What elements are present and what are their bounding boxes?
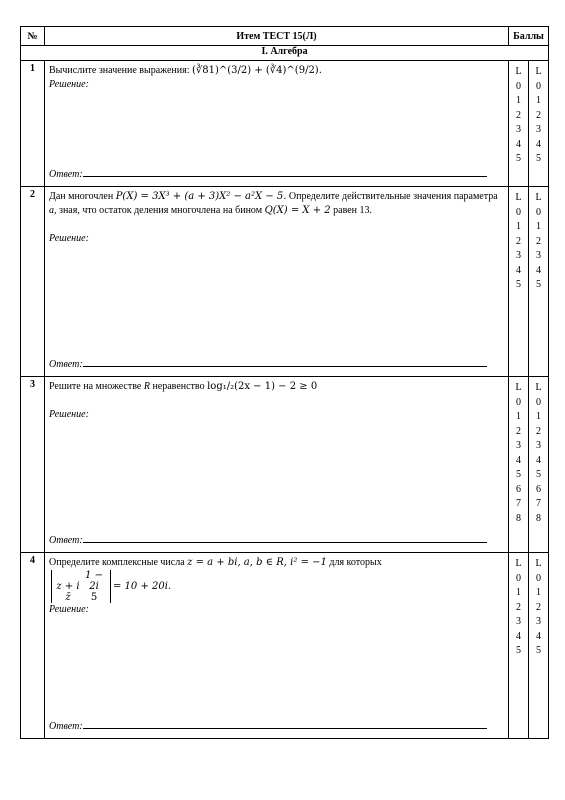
solution-label: Решение: (49, 79, 89, 90)
task-text: Дан многочлен (49, 191, 114, 202)
answer-line[interactable]: Ответ: (49, 720, 487, 734)
item-row-1 (21, 61, 549, 187)
item-num: 1 (21, 61, 45, 187)
score-column-2: L 0 1 2 3 4 5 (529, 553, 549, 739)
determinant-rhs: = 10 + 20i. (113, 580, 172, 592)
item-row-3 (21, 377, 549, 553)
score-column-2: L 0 1 2 3 4 5 6 7 8 (529, 377, 549, 553)
solution-label: Решение: (49, 233, 89, 244)
section-row (21, 46, 549, 61)
item-num: 4 (21, 553, 45, 739)
test-table (20, 26, 549, 739)
determinant: z + i1 − 2i z̄ 5 (51, 570, 111, 603)
task-text: Определите комплексные числа (49, 557, 185, 568)
score-column-2: L 0 1 2 3 4 5 (529, 187, 549, 377)
answer-line[interactable]: Ответ: (49, 358, 487, 372)
item-row-2 (21, 187, 549, 377)
score-column-1: L 0 1 2 3 4 5 6 7 8 (509, 377, 529, 553)
section-title: I. Алгебра (21, 46, 549, 61)
item-row-4 (21, 553, 549, 739)
header-num: № (21, 27, 45, 46)
item-body: Определите комплексные числа z = a + bi, a, b ∈ R, i² = −1 для которых z + i1 − 2i z̄ 5= 10 + 20i. Решение: Ответ: (45, 553, 509, 739)
score-column-1: L 0 1 2 3 4 5 (509, 187, 529, 377)
task-expression: z = a + bi, a, b ∈ R, i² = −1 (187, 557, 327, 568)
score-column-2: L 0 1 2 3 4 5 (529, 61, 549, 187)
score-column-1: L 0 1 2 3 4 5 (509, 61, 529, 187)
item-num: 3 (21, 377, 45, 553)
task-text: Решите на множестве (49, 381, 142, 392)
header-title: Итем ТЕСТ 15(Л) (45, 27, 509, 46)
item-num: 2 (21, 187, 45, 377)
header-points: Баллы (509, 27, 549, 46)
task-expression: log₁/₂(2x − 1) − 2 ≥ 0 (207, 381, 318, 392)
header-row (21, 27, 549, 46)
answer-line[interactable]: Ответ: (49, 168, 487, 182)
task-expression: (∛81)^(3/2) + (∛4)^(9/2). (191, 65, 322, 76)
solution-label: Решение: (49, 409, 89, 420)
item-body: Решите на множестве R неравенство log₁/₂(2x − 1) − 2 ≥ 0 Решение: Ответ: (45, 377, 509, 553)
item-body: Дан многочлен P(X) = 3X³ + (a + 3)X² − a²X − 5. Определите действительные значения параметра a, зная, что остаток деления многочлена на бином Q(X) = X + 2 равен 13. Решение: Ответ: (45, 187, 509, 377)
task-text: Вычислите значение выражения: (49, 65, 190, 76)
solution-label: Решение: (49, 604, 89, 615)
score-column-1: L 0 1 2 3 4 5 (509, 553, 529, 739)
task-expression: P(X) = 3X³ + (a + 3)X² − a²X − 5. (115, 191, 287, 202)
answer-line[interactable]: Ответ: (49, 534, 487, 548)
item-body (45, 61, 509, 187)
